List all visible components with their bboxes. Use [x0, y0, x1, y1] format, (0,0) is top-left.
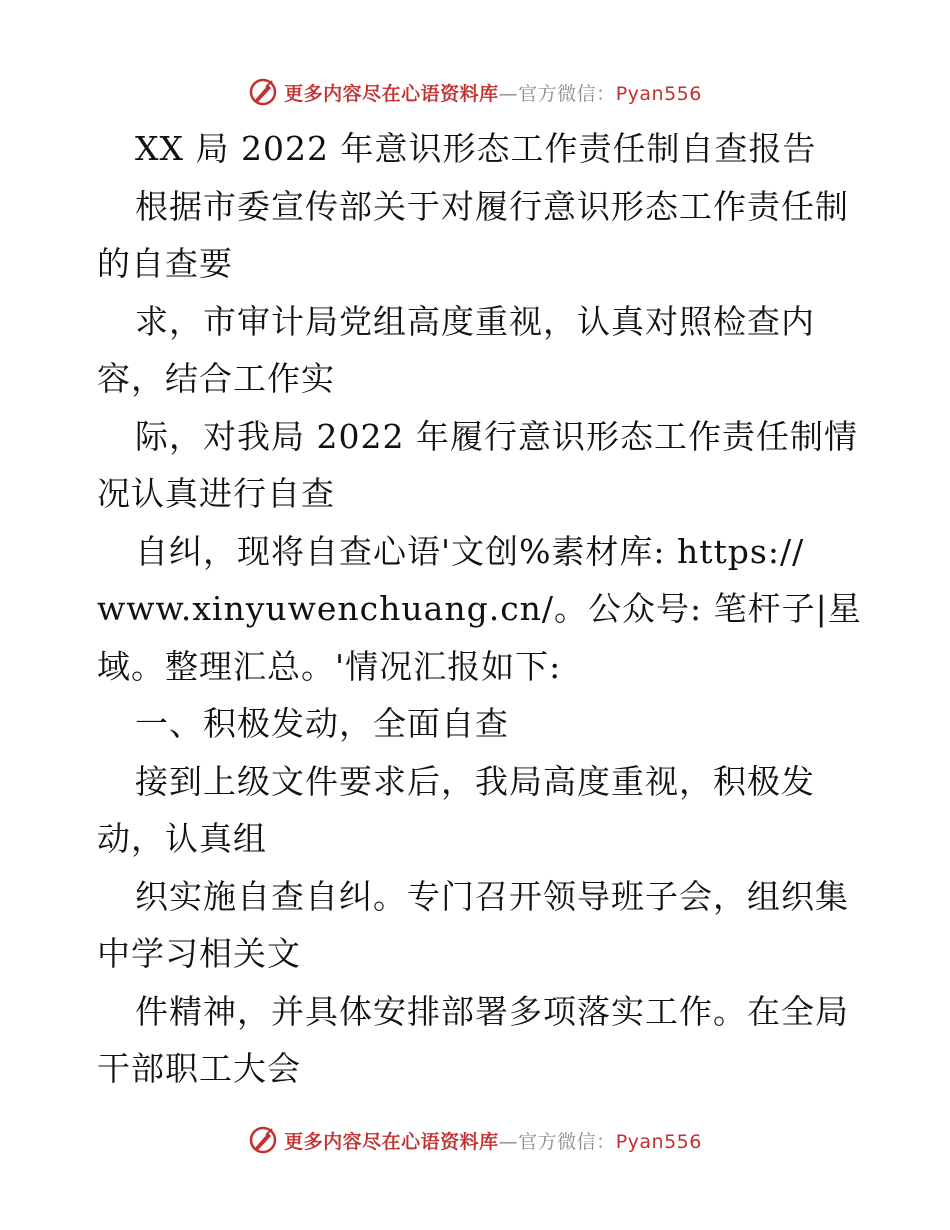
header-watermark-text: [284, 79, 702, 106]
paragraph-line: 求，市审计局党组高度重视，认真对照检查内: [135, 301, 815, 341]
header-red-text: 更多内容尽在心语资料库: [284, 82, 499, 105]
paragraph-line: 容，结合工作实: [97, 359, 335, 398]
paragraph-line: 际，对我局 2022 年履行意识形态工作责任制情: [135, 416, 858, 456]
paragraph-line: www.xinyuwenchuang.cn/。公众号: 笔杆子|星: [97, 589, 862, 628]
pen-logo-icon: [248, 77, 278, 107]
header-dash: —: [498, 82, 519, 105]
paragraph-line: 干部职工大会: [97, 1049, 301, 1088]
document-body: [97, 120, 862, 1098]
footer-account: Pyan556: [615, 1130, 702, 1153]
paragraph-line: 域。整理汇总。'情况汇报如下:: [97, 646, 562, 686]
footer-gray-text: 官方微信：: [518, 1130, 616, 1153]
paragraph-line: 接到上级文件要求后，我局高度重视，积极发: [135, 761, 815, 801]
pen-logo-icon: [248, 1125, 278, 1155]
header-account: Pyan556: [615, 82, 702, 105]
paragraph-line: 的自查要: [97, 244, 233, 283]
footer-red-text: 更多内容尽在心语资料库: [284, 1130, 499, 1153]
footer-watermark-text: [284, 1127, 702, 1154]
paragraph-line: 件精神，并具体安排部署多项落实工作。在全局: [135, 991, 849, 1031]
footer-dash: —: [498, 1130, 519, 1153]
document-title: XX 局 2022 年意识形态工作责任制自查报告: [135, 129, 817, 168]
paragraph-line: 自纠，现将自查心语'文创%素材库: https://: [135, 531, 805, 571]
paragraph-line: 根据市委宣传部关于对履行意识形态工作责任制: [135, 186, 849, 226]
footer-watermark: [0, 1120, 950, 1160]
paragraph-line: 动，认真组: [97, 819, 267, 858]
paragraph-line: 织实施自查自纠。专门召开领导班子会，组织集: [135, 876, 849, 916]
header-gray-text: 官方微信：: [518, 82, 616, 105]
section-heading: 一、积极发动，全面自查: [135, 704, 509, 743]
paragraph-line: 中学习相关文: [97, 934, 301, 973]
header-watermark: [0, 72, 950, 112]
paragraph-line: 况认真进行自查: [97, 474, 335, 513]
